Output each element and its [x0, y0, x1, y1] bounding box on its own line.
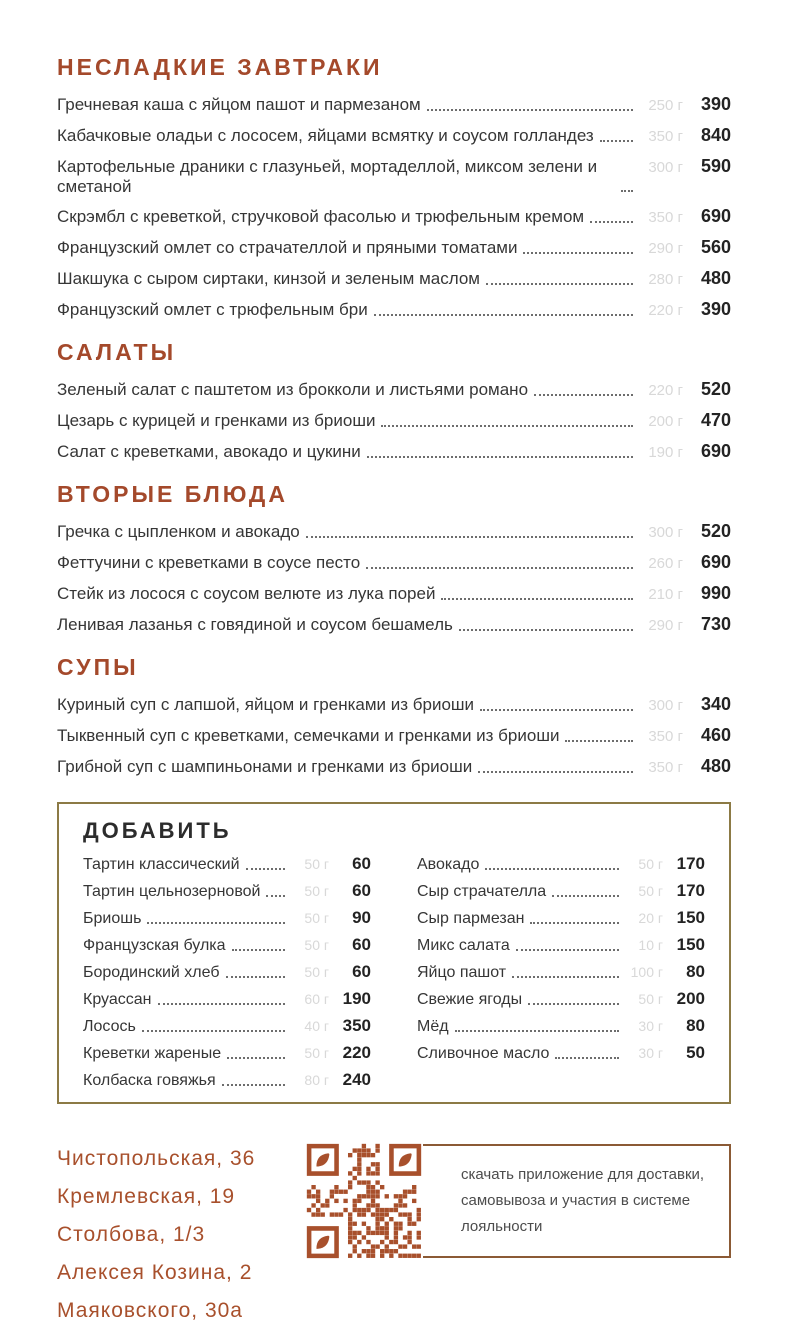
dish-weight: 250 г	[648, 97, 683, 114]
dotted-leader	[306, 536, 633, 538]
section-title: СУПЫ	[57, 654, 139, 680]
dish-price: 690	[700, 441, 731, 461]
dotted-leader	[266, 895, 285, 897]
menu-item-row	[57, 379, 731, 401]
add-on-row	[417, 936, 705, 955]
menu-section-salads	[57, 341, 731, 463]
section-items	[57, 521, 731, 636]
add-on-name: Яйцо пашот	[417, 964, 507, 981]
dotted-leader	[158, 1003, 286, 1005]
add-on-weight: 50 г	[638, 991, 663, 1007]
add-on-weight: 40 г	[304, 1018, 329, 1034]
dotted-leader	[374, 314, 633, 316]
menu-item-row	[57, 268, 731, 290]
menu-section-mains	[57, 483, 731, 636]
add-on-weight: 50 г	[638, 883, 663, 899]
dotted-leader	[366, 567, 633, 569]
app-promo	[305, 1144, 731, 1264]
dotted-leader	[142, 1030, 285, 1032]
menu-item-row	[57, 125, 731, 147]
add-on-price: 50	[686, 1043, 705, 1062]
add-on-weight: 60 г	[304, 991, 329, 1007]
dish-price: 690	[700, 206, 731, 226]
add-on-weight: 50 г	[304, 964, 329, 980]
dish-weight: 210 г	[648, 586, 683, 603]
add-on-row	[417, 855, 705, 874]
dotted-leader	[381, 425, 633, 427]
dish-price: 470	[700, 410, 731, 430]
dotted-leader	[486, 283, 633, 285]
dish-weight: 350 г	[648, 128, 683, 145]
dotted-leader	[222, 1084, 285, 1086]
add-on-price: 60	[352, 962, 371, 981]
dish-price: 520	[700, 379, 731, 399]
dish-price: 520	[700, 521, 731, 541]
dotted-leader	[590, 221, 633, 223]
address-line: Столбова, 1/3	[57, 1223, 206, 1246]
address-line: Алексея Козина, 2	[57, 1261, 253, 1284]
add-on-row	[83, 882, 371, 901]
add-on-price: 60	[352, 935, 371, 954]
menu-item-row	[57, 206, 731, 228]
add-on-weight: 50 г	[304, 910, 329, 926]
add-on-weight: 10 г	[638, 937, 663, 953]
dish-price: 730	[700, 614, 731, 634]
dish-weight: 300 г	[648, 697, 683, 714]
add-on-row	[83, 1071, 371, 1090]
dish-weight: 290 г	[648, 240, 683, 257]
dotted-leader	[530, 922, 619, 924]
dotted-leader	[528, 1003, 619, 1005]
dish-weight: 200 г	[648, 413, 683, 430]
add-on-weight: 50 г	[304, 1045, 329, 1061]
add-ons-columns	[83, 855, 705, 1098]
dish-price: 590	[700, 156, 731, 176]
add-on-name: Сыр страчателла	[417, 883, 547, 900]
dotted-leader	[534, 394, 633, 396]
add-ons-box	[57, 802, 731, 1104]
add-on-price: 190	[342, 989, 371, 1008]
add-on-weight: 80 г	[304, 1072, 329, 1088]
dish-weight: 290 г	[648, 617, 683, 634]
add-on-row	[83, 855, 371, 874]
add-on-row	[417, 1044, 705, 1063]
dotted-leader	[441, 598, 633, 600]
menu-item-row	[57, 237, 731, 259]
add-on-name: Сыр пармезан	[417, 910, 525, 927]
dish-name: Гречневая каша с яйцом пашот и пармезаном	[57, 95, 421, 114]
dish-name: Цезарь с курицей и гренками из бриоши	[57, 411, 376, 430]
menu-item-row	[57, 410, 731, 432]
section-title: НЕСЛАДКИЕ ЗАВТРАКИ	[57, 54, 383, 80]
section-items	[57, 94, 731, 321]
add-on-name: Бородинский хлеб	[83, 964, 220, 981]
dotted-leader	[427, 109, 633, 111]
dotted-leader	[516, 949, 619, 951]
app-promo-caption: скачать приложение для доставки, самовывоза и участия в системе лояльности	[461, 1165, 705, 1236]
add-ons-right-column	[417, 855, 705, 1071]
add-on-price: 350	[342, 1016, 371, 1035]
add-on-row	[417, 963, 705, 982]
dish-name: Зеленый салат с паштетом из брокколи и листьями романо	[57, 380, 529, 399]
dish-weight: 300 г	[648, 524, 683, 541]
add-on-row	[83, 909, 371, 928]
dotted-leader	[367, 456, 633, 458]
menu-item-row	[57, 552, 731, 574]
add-on-weight: 50 г	[304, 856, 329, 872]
add-on-row	[417, 990, 705, 1009]
add-on-name: Свежие ягоды	[417, 991, 523, 1008]
add-on-price: 80	[686, 962, 705, 981]
add-on-weight: 50 г	[638, 856, 663, 872]
add-on-weight: 100 г	[630, 964, 663, 980]
dish-name: Феттучини с креветками в соусе песто	[57, 553, 361, 572]
dish-weight: 190 г	[648, 444, 683, 461]
dotted-leader	[246, 868, 285, 870]
add-on-row	[83, 1017, 371, 1036]
section-title: САЛАТЫ	[57, 339, 177, 365]
dish-name: Гречка с цыпленком и авокадо	[57, 522, 300, 541]
dish-weight: 280 г	[648, 271, 683, 288]
dotted-leader	[523, 252, 633, 254]
add-on-price: 60	[352, 881, 371, 900]
dotted-leader	[226, 976, 286, 978]
dotted-leader	[232, 949, 285, 951]
dish-weight: 350 г	[648, 209, 683, 226]
add-on-row	[83, 963, 371, 982]
dotted-leader	[555, 1057, 619, 1059]
dotted-leader	[480, 709, 633, 711]
dish-name: Картофельные драники с глазуньей, мортаделлой, миксом зелени и сметаной	[57, 157, 598, 196]
dotted-leader	[512, 976, 619, 978]
dish-name: Французский омлет с трюфельным бри	[57, 300, 368, 319]
section-items	[57, 379, 731, 463]
add-on-name: Французская булка	[83, 937, 226, 954]
dish-name: Куриный суп с лапшой, яйцом и гренками из бриоши	[57, 695, 475, 714]
dotted-leader	[478, 771, 633, 773]
menu-section-breakfasts	[57, 56, 731, 321]
add-on-row	[83, 990, 371, 1009]
dish-weight: 220 г	[648, 302, 683, 319]
dotted-leader	[455, 1030, 619, 1032]
add-on-weight: 30 г	[638, 1045, 663, 1061]
add-ons-left-column	[83, 855, 371, 1098]
dish-price: 340	[700, 694, 731, 714]
add-on-price: 150	[676, 908, 705, 927]
address-line: Маяковского, 30а	[57, 1299, 243, 1322]
add-on-name: Круассан	[83, 991, 152, 1008]
dish-name: Грибной суп с шампиньонами и гренками из бриоши	[57, 757, 473, 776]
add-on-price: 80	[686, 1016, 705, 1035]
add-on-price: 90	[352, 908, 371, 927]
menu-item-row	[57, 441, 731, 463]
add-on-price: 170	[676, 881, 705, 900]
menu-item-row	[57, 156, 731, 197]
dish-price: 480	[700, 268, 731, 288]
add-ons-title: ДОБАВИТЬ	[83, 818, 232, 843]
app-promo-box	[415, 1144, 731, 1258]
add-on-name: Бриошь	[83, 910, 142, 927]
add-on-price: 150	[676, 935, 705, 954]
dish-price: 690	[700, 552, 731, 572]
add-on-name: Креветки жареные	[83, 1045, 222, 1062]
dish-name: Тыквенный суп с креветками, семечками и гренками из бриоши	[57, 726, 560, 745]
dish-price: 390	[700, 94, 731, 114]
add-on-price: 170	[676, 854, 705, 873]
dish-price: 840	[700, 125, 731, 145]
dish-name: Ленивая лазанья с говядиной и соусом бешамель	[57, 615, 453, 634]
add-on-price: 240	[342, 1070, 371, 1089]
dish-weight: 350 г	[648, 728, 683, 745]
add-on-name: Сливочное масло	[417, 1045, 550, 1062]
dish-name: Кабачковые оладьи с лососем, яйцами всмятку и соусом голландез	[57, 126, 594, 145]
add-on-weight: 30 г	[638, 1018, 663, 1034]
menu-item-row	[57, 756, 731, 778]
dotted-leader	[565, 740, 633, 742]
add-on-name: Тартин классический	[83, 856, 240, 873]
dish-weight: 300 г	[648, 159, 683, 176]
dish-price: 460	[700, 725, 731, 745]
add-on-row	[83, 1044, 371, 1063]
add-on-row	[417, 1017, 705, 1036]
menu-item-row	[57, 725, 731, 747]
add-on-weight: 50 г	[304, 937, 329, 953]
dish-price: 480	[700, 756, 731, 776]
menu-item-row	[57, 694, 731, 716]
menu-item-row	[57, 521, 731, 543]
dish-weight: 350 г	[648, 759, 683, 776]
dish-weight: 260 г	[648, 555, 683, 572]
menu-item-row	[57, 583, 731, 605]
dish-name: Шакшука с сыром сиртаки, кинзой и зеленым маслом	[57, 269, 480, 288]
add-on-price: 220	[342, 1043, 371, 1062]
dish-weight: 220 г	[648, 382, 683, 399]
dish-name: Французский омлет со страчателлой и пряными томатами	[57, 238, 518, 257]
add-on-price: 60	[352, 854, 371, 873]
add-on-name: Колбаска говяжья	[83, 1072, 216, 1089]
add-on-name: Мёд	[417, 1018, 449, 1035]
add-on-name: Лосось	[83, 1018, 136, 1035]
footer	[57, 1140, 731, 1330]
dotted-leader	[227, 1057, 285, 1059]
dish-name: Салат с креветками, авокадо и цукини	[57, 442, 361, 461]
dish-price: 560	[700, 237, 731, 257]
qr-code-icon	[305, 1142, 423, 1260]
dish-price: 390	[700, 299, 731, 319]
address-line: Чистопольская, 36	[57, 1147, 256, 1170]
address-line: Кремлевская, 19	[57, 1185, 236, 1208]
add-on-weight: 20 г	[638, 910, 663, 926]
add-on-price: 200	[676, 989, 705, 1008]
dish-name: Скрэмбл с креветкой, стручковой фасолью и трюфельным кремом	[57, 207, 585, 226]
section-title: ВТОРЫЕ БЛЮДА	[57, 481, 288, 507]
dotted-leader	[485, 868, 619, 870]
dish-name: Стейк из лосося с соусом велюте из лука порей	[57, 584, 436, 603]
add-on-weight: 50 г	[304, 883, 329, 899]
dish-price: 990	[700, 583, 731, 603]
dotted-leader	[600, 140, 633, 142]
menu-section-soups	[57, 656, 731, 778]
menu-item-row	[57, 614, 731, 636]
menu-item-row	[57, 94, 731, 116]
add-on-name: Тартин цельнозерновой	[83, 883, 261, 900]
add-on-row	[417, 882, 705, 901]
add-on-row	[83, 936, 371, 955]
dotted-leader	[459, 629, 633, 631]
dotted-leader	[147, 922, 285, 924]
address-list	[57, 1140, 305, 1330]
add-on-name: Авокадо	[417, 856, 480, 873]
section-items	[57, 694, 731, 778]
add-on-row	[417, 909, 705, 928]
dotted-leader	[621, 190, 633, 192]
dotted-leader	[552, 895, 619, 897]
add-on-name: Микс салата	[417, 937, 510, 954]
menu-item-row	[57, 299, 731, 321]
